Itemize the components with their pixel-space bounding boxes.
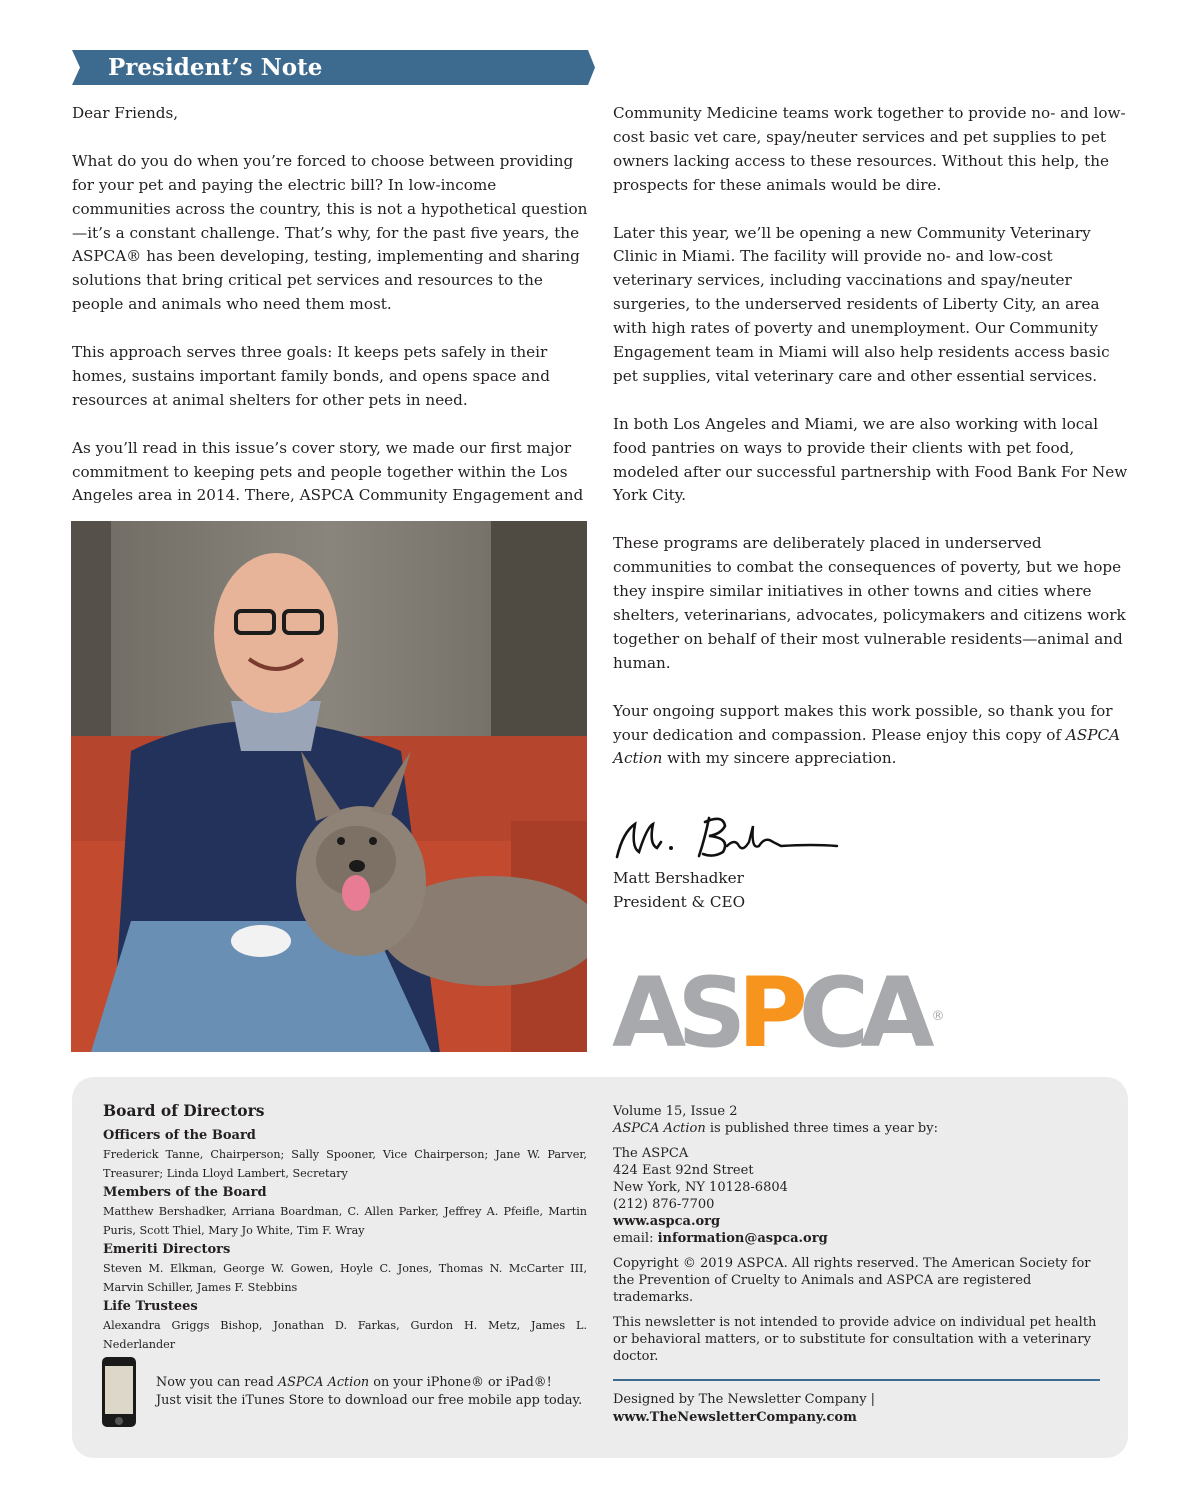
closing-paragraph: Your ongoing support makes this work possible, so thank you for your dedication and compassion. Please enjoy this copy of ASPCA Action with my sincere appreciation. (613, 701, 1121, 768)
salutation: Dear Friends, (72, 104, 179, 122)
letter-paragraph: These programs are deliberately placed in underserved communities to combat the consequences of poverty, but we hope they inspire similar initiatives in other towns and cities where shelters, veterinarians, advocates, policymakers and citizens work together on behalf of their most vulnerable residents—animal and human. (613, 534, 1126, 672)
designer-link[interactable]: www.TheNewsletterCompany.com (613, 1410, 857, 1425)
section-banner (72, 50, 595, 85)
board-title: Board of Directors (103, 1101, 265, 1120)
page-title: President’s Note (108, 54, 323, 81)
copyright-notice: Copyright © 2019 ASPCA. All rights reserved. The American Society for the Prevention of Cruelty to Animals and ASPCA are registered trademarks. (613, 1256, 1091, 1305)
signature-block (613, 812, 913, 914)
letter-paragraph: What do you do when you’re forced to choose between providing for your pet and paying the electric bill? In low-income communities across the country, this is not a hypothetical question—it’s a constant challenge. That’s why, for the past five years, the ASPCA® has been developing, testing, implementing and sharing solutions that bring critical pet services and resources to the people and animals who need them most. (72, 151, 588, 314)
publication-name: ASPCA Action (613, 725, 1121, 768)
divider (613, 1379, 1100, 1381)
signature-image (613, 812, 843, 862)
aspca-logo (612, 957, 945, 1069)
photo-illustration (71, 521, 587, 1052)
email-link[interactable]: information@aspca.org (657, 1231, 828, 1246)
app-promo-text: Now you can read ASPCA Action on your iPhone® or iPad®! Just visit the iTunes Store to download our free mobile app today. (156, 1375, 583, 1408)
website-link[interactable]: www.aspca.org (613, 1214, 721, 1229)
board-section-heading: Life Trustees (103, 1299, 198, 1314)
logo-text-accent: P (737, 957, 799, 1069)
letter-paragraph: Later this year, we’ll be opening a new Community Veterinary Clinic in Miami. The facility will provide no- and low-cost veterinary services, including vaccinations and spay/neuter surgeries, to the underserved residents of Liberty City, an area with high rates of poverty and unemployment. Our Community Engagement team in Miami will also help residents access basic pet supplies, vital veterinary care and other essential services. (613, 223, 1110, 385)
letter-left-column (72, 102, 590, 508)
board-section-names: Matthew Bershadker, Arriana Boardman, C. Allen Parker, Jeffrey A. Pfeifle, Martin Puris, Scott Thiel, Mary Jo White, Tim F. Wray (103, 1205, 587, 1237)
board-section-heading: Officers of the Board (103, 1128, 256, 1143)
board-of-directors (103, 1101, 587, 1354)
letter-right-column (613, 102, 1133, 771)
signer-title: President & CEO (613, 893, 746, 911)
letter-paragraph: Community Medicine teams work together to provide no- and low-cost basic vet care, spay/neuter services and pet supplies to pet owners lacking access to these resources. Without this help, the prospects for these animals would be dire. (613, 104, 1126, 194)
phone-icon (102, 1357, 136, 1427)
letter-paragraph: This approach serves three goals: It keeps pets safely in their homes, sustains important family bonds, and opens space and resources at animal shelters for other pets in need. (72, 343, 550, 409)
publication-frequency: ASPCA Action is published three times a year by: (613, 1121, 938, 1136)
designer-credit: Designed by The Newsletter Company | www.TheNewsletterCompany.com (613, 1392, 876, 1425)
publication-info (613, 1103, 1100, 1427)
address-block: The ASPCA 424 East 92nd Street New York, NY 10128-6804 (212) 876-7700 www.aspca.org email: information@aspca.org (613, 1145, 1100, 1247)
board-section-names: Frederick Tanne, Chairperson; Sally Spooner, Vice Chairperson; Jane W. Parver, Treasurer; Linda Lloyd Lambert, Secretary (103, 1148, 587, 1180)
board-section-heading: Members of the Board (103, 1185, 267, 1200)
board-section-names: Alexandra Griggs Bishop, Jonathan D. Farkas, Gurdon H. Metz, James L. Nederlander (103, 1319, 587, 1351)
footer-panel (72, 1077, 1128, 1458)
logo-text-part: AS (612, 957, 738, 1069)
phone-number: (212) 876-7700 (613, 1197, 715, 1212)
signer-name: Matt Bershadker (613, 869, 744, 887)
letter-paragraph: As you’ll read in this issue’s cover story, we made our first major commitment to keeping pets and people together within the Los Angeles area in 2014. There, ASPCA Community Engagement and (72, 438, 584, 505)
board-section-names: Steven M. Elkman, George W. Gowen, Hoyle C. Jones, Thomas N. McCarter III, Marvin Schiller, James F. Stebbins (103, 1262, 587, 1294)
board-section-heading: Emeriti Directors (103, 1242, 231, 1257)
logo-text-part: CA (798, 957, 926, 1069)
disclaimer: This newsletter is not intended to provide advice on individual pet health or behavioral matters, or to substitute for consultation with a veterinary doctor. (613, 1315, 1097, 1364)
volume-issue: Volume 15, Issue 2 (613, 1104, 738, 1119)
registered-mark: ® (931, 1009, 945, 1024)
letter-paragraph: In both Los Angeles and Miami, we are also working with local food pantries on ways to provide their clients with pet food, modeled after our successful partnership with Food Bank For New York City. (613, 414, 1128, 505)
president-photo (71, 521, 587, 1052)
